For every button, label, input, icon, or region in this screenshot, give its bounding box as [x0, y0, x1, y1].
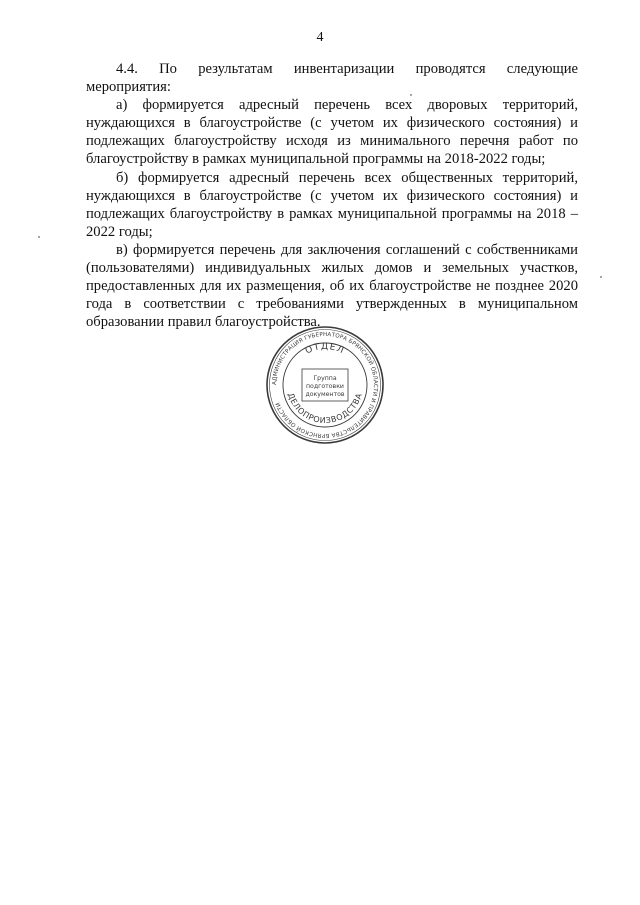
- document-body: [86, 60, 578, 331]
- scan-speck: [38, 236, 40, 238]
- seal-inner-bottom-text: ДЕЛОПРОИЗВОДСТВА: [286, 391, 364, 426]
- page-number: 4: [316, 30, 324, 45]
- svg-text:ОТДЕЛ: [304, 342, 346, 356]
- seal-center-line-1: Группа: [313, 375, 337, 382]
- scan-speck: [600, 276, 602, 278]
- official-seal: [265, 325, 385, 445]
- seal-graphic: [265, 325, 385, 445]
- seal-inner-top-text: ОТДЕЛ: [303, 341, 347, 357]
- scan-speck: [410, 94, 412, 96]
- paragraph-4-4: 4.4. По результатам инвентаризации проводятся следующие мероприятия:: [86, 61, 578, 96]
- paragraph-a: а) формируется адресный перечень всех дворовых территорий, нуждающихся в благоустройстве (с учетом их физического состояния) и подлежащих благоустройству исходя из минимального перечня работ по благоустройству в рамках муниципальной программы на 2018-2022 годы;: [86, 97, 578, 168]
- seal-outer-text: АДМИНИСТРАЦИЯ ГУБЕРНАТОРА БРЯНСКОЙ ОБЛАСТИ И ПРАВИТЕЛЬСТВА БРЯНСКОЙ ОБЛАСТИ: [271, 331, 379, 439]
- seal-center-line-3: документов: [305, 391, 345, 398]
- seal-center-line-2: подготовки: [306, 383, 344, 390]
- paragraph-v: в) формируется перечень для заключения соглашений с собственниками (пользователями) индивидуальных жилых домов и земельных участков, предоставленных для их размещения, об их благоустройстве не позднее 2020 года в соответствии с требованиями утвержденных в муниципальном образовании правил благоустройства.: [86, 241, 578, 331]
- paragraph-b: б) формируется адресный перечень всех общественных территорий, нуждающихся в благоустройстве (с учетом их физического состояния) и подлежащих благоустройству в рамках муниципальной программы на 2018 – 2022 годы;: [86, 169, 578, 240]
